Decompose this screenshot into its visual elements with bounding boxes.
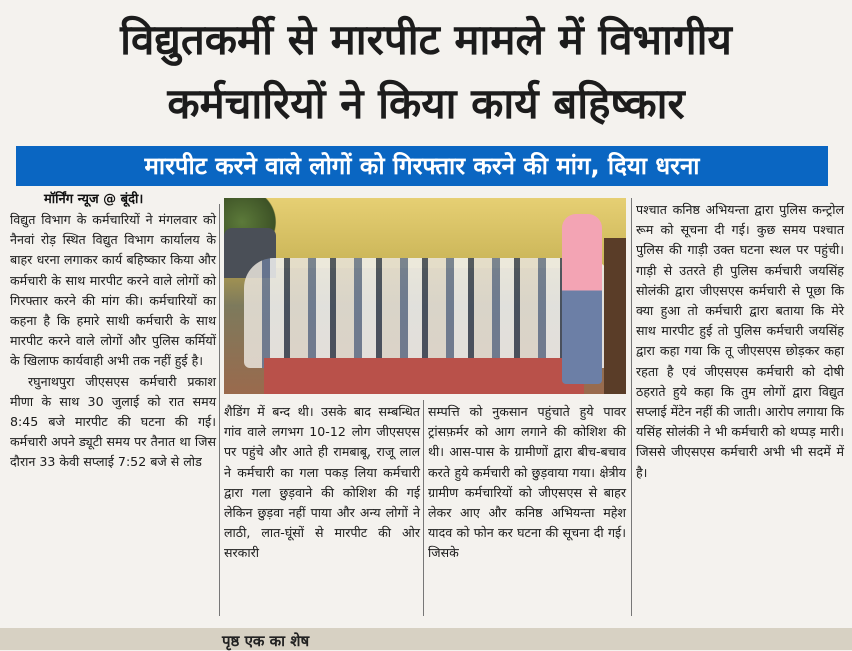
headline xyxy=(0,8,852,136)
column-divider xyxy=(631,198,632,616)
column-1-paragraph-2: रघुनाथपुरा जीएसएस कर्मचारी प्रकाश मीणा के साथ 30 जुलाई को रात समय 8:45 बजे मारपीट की घटना की गई। कर्मचारी अपने ड्यूटी समय पर तैनात था जिस दौरान 33 केवी सप्लाई 7:52 बजे से लोड xyxy=(10,373,216,470)
article-column-1 xyxy=(10,210,216,473)
article-column-2: शैडिंग में बन्द थी। उसके बाद सम्बन्धित गांव वाले लगभग 10-12 लोग जीएसएस पर पहुंचे और आते ही रामबाबू, राजू लाल ने कर्मचारी का गला पकड़ लिया कर्मचारी द्वारा गला छुड़वाने की कोशिश की गई लेकिन छुड़वा नहीं पाया और अन्य लोगों ने लाठी, लात-घूंसों से मारपीट की ओर सरकारी xyxy=(224,404,420,561)
bottom-strip-label: पृष्ठ एक का शेष xyxy=(222,632,310,650)
column-divider xyxy=(423,400,424,616)
article-column-4: पश्चात कनिष्ठ अभियन्ता द्वारा पुलिस कन्ट्रोल रूम को सूचना दी गई। कुछ समय पश्चात पुलिस की गाड़ी उक्त घटना स्थल पर पहुंची। गाड़ी से उतरते ही पुलिस कर्मचारी जयसिंह सोलंकी द्वारा जीएसएस कर्मचारी से पूछा कि क्या हुआ तो कर्मचारी द्वारा बताया कि मेरे साथ मारपीट हुई तो पुलिस कर्मचारी जयसिंह द्वारा कहा गया कि तू जीएसएस छोड़कर कहा रहता है एवं जीएसएस कर्मचारी को दोषी ठहराते हुये कहा कि तुम लोगों द्वारा विद्युत सप्लाई मेंटेन नहीं की जाती। आरोप लगाया कि यसिंह सोलंकी ने भी कर्मचारी को थप्पड़ मारी। जिससे जीएसएस कर्मचारी अभी भी सदमें में है। xyxy=(636,202,845,480)
column-divider xyxy=(219,204,220,616)
column-1-paragraph-1: विद्युत विभाग के कर्मचारियों ने मंगलवार को नैनवां रोड़ स्थित विद्युत विभाग कार्यालय के बाहर धरना लगाकर कार्य बहिष्कार किया और कर्मचारी के साथ मारपीट करने वाले लोगों को गिरफ्तार करने की मांग की। कर्मचारियों का कहना है कि हमारे साथी कर्मचारी के साथ मारपीट करने वाले लोगों और पुलिस कर्मियों के खिलाफ कार्यवाही अभी तक नहीं हुई है। xyxy=(10,212,216,369)
photo-tree-trunk xyxy=(604,238,626,394)
news-photo xyxy=(224,198,626,394)
subheadline-banner: मारपीट करने वाले लोगों को गिरफ्तार करने की मांग, दिया धरना xyxy=(16,146,828,186)
bottom-strip xyxy=(0,628,852,650)
photo-protesters xyxy=(244,258,614,368)
headline-line-2: कर्मचारियों ने किया कार्य बहिष्कार xyxy=(167,79,685,128)
photo-standing-man xyxy=(562,214,602,384)
headline-line-1: विद्युतकर्मी से मारपीट मामले में विभागीय xyxy=(120,15,732,64)
article-column-3: सम्पत्ति को नुकसान पहुंचाते हुये पावर ट्रांसफ़र्मर को आग लगाने की कोशिश की थी। आस-पास के ग्रामीणों द्वारा बीच-बचाव करते हुये कर्मचारी को छुड़वाया गया। क्षेत्रीय ग्रामीण कर्मचारियों को जीएसएस से बाहर लेकर आए और कनिष्ठ अभियन्ता महेश यादव को फोन कर घटना की सूचना दी गई। जिसके xyxy=(428,404,626,561)
photo-mat xyxy=(264,358,584,394)
byline: मॉर्निंग न्यूज @ बूंदी। xyxy=(44,192,144,207)
